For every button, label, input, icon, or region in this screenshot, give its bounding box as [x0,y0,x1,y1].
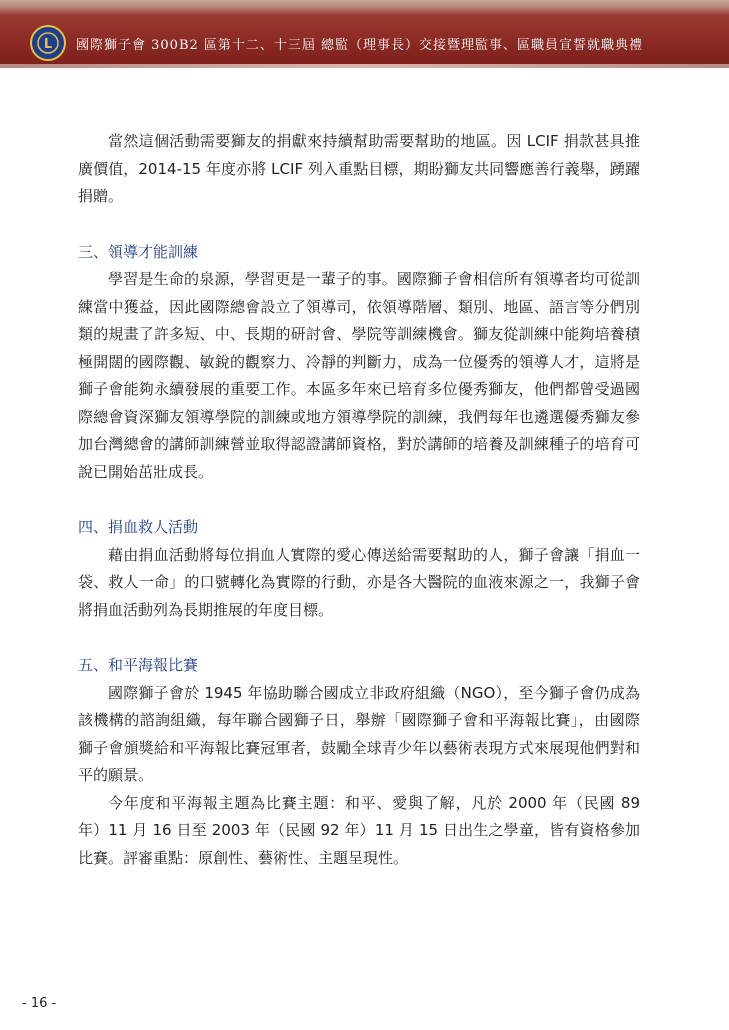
page-header-banner [0,0,729,68]
body-paragraph: 今年度和平海報主題為比賽主題：和平、愛與了解，凡於 2000 年（民國 89 年）11 月 16 日至 2003 年（民國 92 年）11 月 15 日出生之學童，皆有資格參加比賽。評審重點：原創性、藝術性、主題呈現性。 [78,793,640,867]
section-heading-leadership: 三、領導才能訓練 [78,242,199,261]
page-number: - 16 - [22,996,57,1011]
body-paragraph: 學習是生命的泉源，學習更是一輩子的事。國際獅子會相信所有領導者均可從訓練當中獲益，因此國際總會設立了領導司，依領導階層、類別、地區、語言等分們別類的規畫了許多短、中、長期的研討會、學院等訓練機會。獅友從訓練中能夠培養積極開闊的國際觀、敏銳的觀察力、冷靜的判斷力，成為一位優秀的領導人才，這將是獅子會能夠永續發展的重要工作。本區多年來已培育多位優秀獅友，他們都曾受過國際總會資深獅友領導學院的訓練或地方領導學院的訓練，我們每年也遴選優秀獅友參加台灣總會的講師訓練營並取得認證講師資格，對於講師的培養及訓練種子的培育可說已開始茁壯成長。 [78,270,640,481]
body-paragraph: 國際獅子會於 1945 年協助聯合國成立非政府組織（NGO），至今獅子會仍成為該機構的諮詢組織，每年聯合國獅子日，舉辦「國際獅子會和平海報比賽」，由國際獅子會頒獎給和平海報比賽冠軍者，鼓勵全球青少年以藝術表現方式來展現他們對和平的願景。 [78,683,640,784]
body-paragraph: 藉由捐血活動將每位捐血人實際的愛心傳送給需要幫助的人，獅子會讓「捐血一袋、救人一命」的口號轉化為實際的行動，亦是各大醫院的血液來源之一，我獅子會將捐血活動列為長期推展的年度目標。 [78,545,640,619]
section-heading-blood-donation: 四、捐血救人活動 [78,518,199,536]
header-title: 國際獅子會 300B2 區第十二、十三屆 總監（理事長）交接暨理監事、區職員宣誓就職典禮 [76,38,644,53]
section-heading-peace-poster: 五、和平海報比賽 [78,656,199,674]
lions-logo-icon [30,25,66,61]
document-body [78,128,640,872]
svg-text:L: L [43,37,53,52]
body-paragraph: 當然這個活動需要獅友的捐獻來持續幫助需要幫助的地區。因 LCIF 捐款甚具推廣價值，2014-15 年度亦將 LCIF 列入重點目標，期盼獅友共同響應善行義舉，踴躍捐贈。 [78,132,640,205]
